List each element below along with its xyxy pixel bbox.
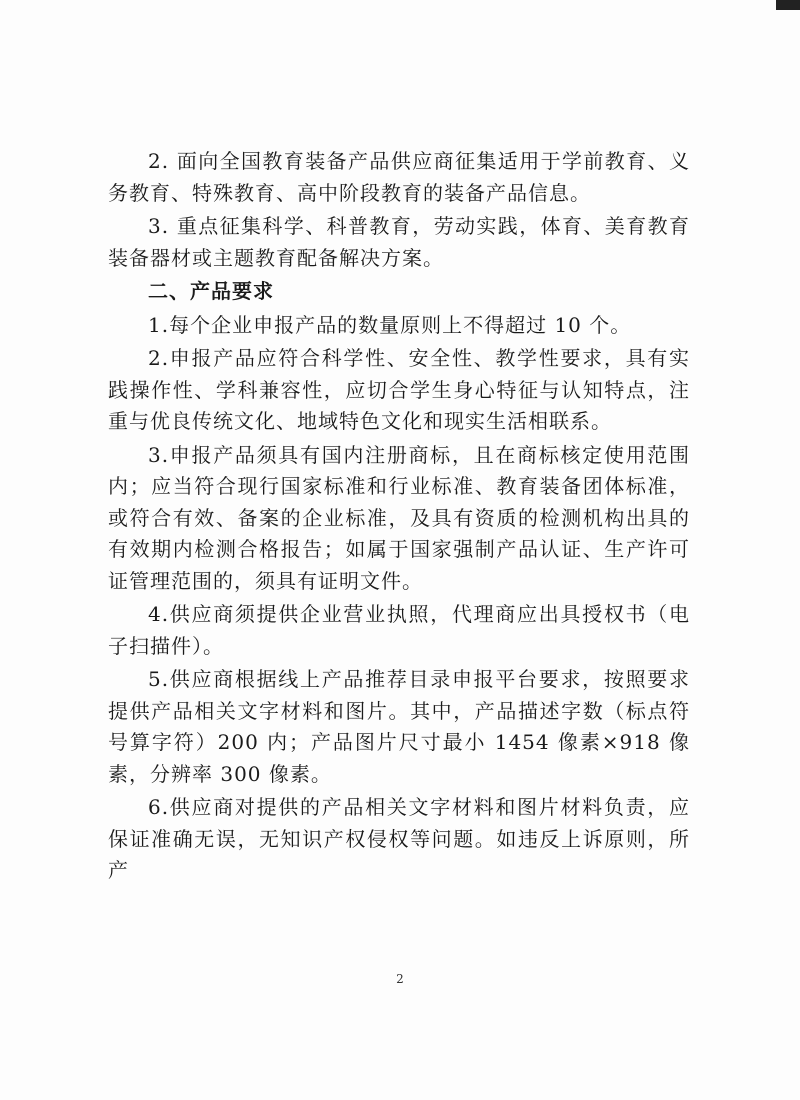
page-number: 2 xyxy=(396,972,404,986)
document-body xyxy=(108,146,690,887)
paragraph-item-2: 2. 面向全国教育装备产品供应商征集适用于学前教育、义务教育、特殊教育、高中阶段教育的装备产品信息。 xyxy=(108,149,690,205)
requirement-5: 5.供应商根据线上产品推荐目录申报平台要求，按照要求提供产品相关文字材料和图片。其中，产品描述字数（标点符号算字符）200 内；产品图片尺寸最小 1454 像素×918 像素，分辨率 300 像素。 xyxy=(108,667,690,786)
scan-edge-mark xyxy=(776,0,800,10)
requirement-2: 2.申报产品应符合科学性、安全性、教学性要求，具有实践操作性、学科兼容性，应切合学生身心特征与认知特点，注重与优良传统文化、地域特色文化和现实生活相联系。 xyxy=(108,346,690,433)
requirement-1: 1.每个企业申报产品的数量原则上不得超过 10 个。 xyxy=(148,312,632,337)
requirement-3: 3.申报产品须具有国内注册商标，且在商标核定使用范围内；应当符合现行国家标准和行业标准、教育装备团体标准，或符合有效、备案的企业标准，及具有资质的检测机构出具的有效期内检测合格报告；如属于国家强制产品认证、生产许可证管理范围的，须具有证明文件。 xyxy=(108,442,690,593)
paragraph-item-3: 3. 重点征集科学、科普教育，劳动实践，体育、美育教育装备器材或主题教育配备解决方案。 xyxy=(108,214,690,270)
section-heading: 二、产品要求 xyxy=(148,279,274,303)
requirement-4: 4.供应商须提供企业营业执照，代理商应出具授权书（电子扫描件）。 xyxy=(108,602,690,658)
requirement-6: 6.供应商对提供的产品相关文字材料和图片材料负责，应保证准确无误，无知识产权侵权等问题。如违反上诉原则，所产 xyxy=(108,795,690,882)
